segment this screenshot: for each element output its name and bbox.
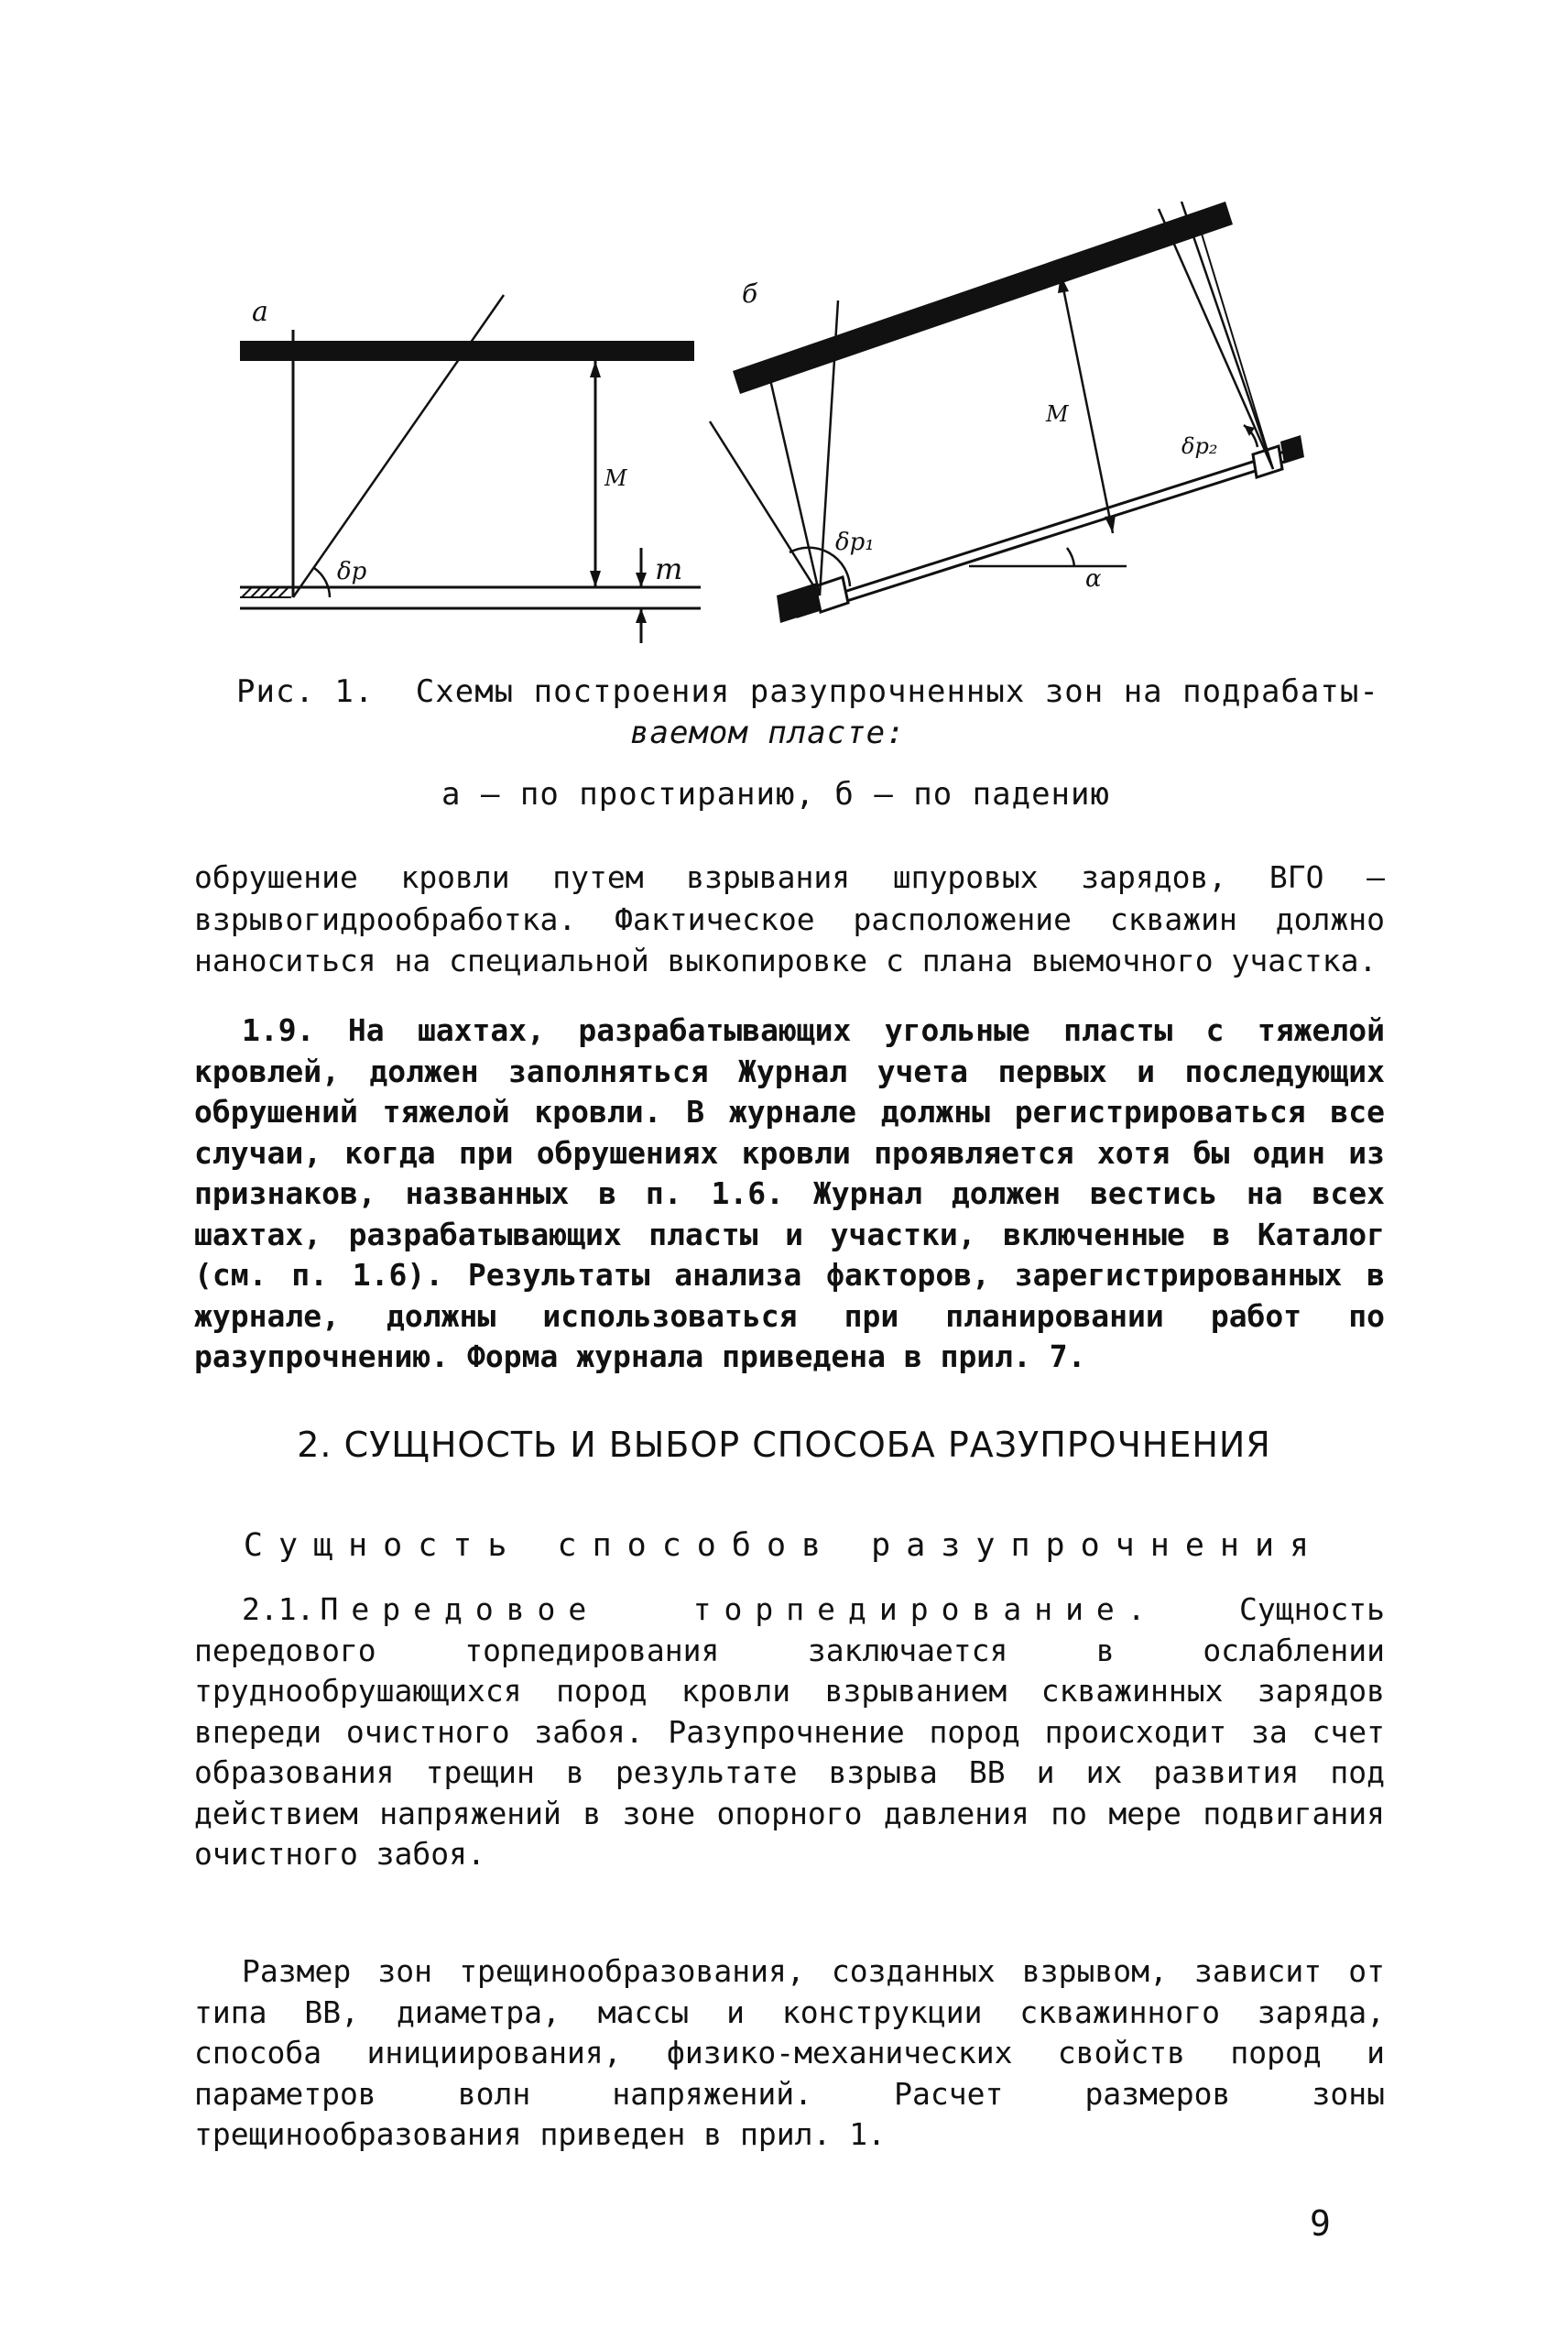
clause-2-1 [194,1590,1385,1875]
label-delta-p-a: δр [337,558,367,585]
clause-1-9: 1.9. На шахтах, разрабатывающих угольные пласты с тяжелой кровлей, должен заполняться Журнал учета первых и последующих обрушений тяжелой кровли. В журнале должны регистрироваться все случаи, когда при обрушениях кровли проявляется хотя бы один из признаков, названных в п. 1.6. Журнал должен вестись на всех шахтах, разрабатывающих пласты и участки, включенные в Каталог (см. п. 1.6). Результаты анализа факторов, зарегистрированных в журнале, должны использоваться при планировании работ по разупрочнению. Форма журнала приведена в прил. 7. [194,1012,1385,1374]
paragraph-continued: обрушение кровли путем взрывания шпуровых зарядов, ВГО – взрывогидрообработка. Фактическое расположение скважин должно наноситься на специальной выкопировке с плана выемочного участка. [194,859,1385,978]
hatching-a [240,588,291,597]
seam-left-dark [777,583,821,623]
clause-2-1-text: Сущность передового торпедирования заключается в ослаблении труднообрушающихся пород кровли взрыванием скважинных зарядов впереди очистного забоя. Разупрочнение пород происходит за счет образования трещин в результате взрыва ВВ и их развития под действием напряжений в зоне опорного давления по мере подвигания очистного забоя. [194,1591,1385,1872]
arrow-M-bottom-b [1105,515,1116,533]
label-a: а [252,296,268,328]
angle-alpha-arc [1067,548,1074,566]
label-M-b: М [1046,401,1069,427]
label-alpha-b: α [1085,565,1102,593]
label-M-a: М [604,465,627,491]
label-delta-p2-b: δр₂ [1181,433,1218,459]
roof-layer-a [240,341,694,361]
arrow-M-bottom-a [590,571,601,587]
label-b: б [742,279,758,309]
collapse-line-a [293,295,504,597]
seam-right-dark [1280,435,1304,464]
clause-2-1-heading: Передовое торпедирование. [320,1591,1159,1627]
diagram-b [710,202,1304,623]
diagram-a [240,295,701,643]
line-left-2-b [769,376,820,595]
clause-2-1-number: 2.1. [242,1591,315,1627]
figure-title-line-2: ваемом пласте: [630,715,906,751]
label-m-a: m [655,552,683,586]
figure-number: Рис. 1. [236,673,375,710]
figure-title-line-1: Схемы построения разупрочненных зон на подрабаты- [415,673,1379,710]
paragraph-last: Размер зон трещинообразования, созданных взрывом, зависит от типа ВВ, диаметра, массы и конструкции скважинного заряда, способа инициирования, физико-механических свойств пород и параметров волн напряжений. Расчет размеров зоны трещинообразования приведен в прил. 1. [194,1953,1385,2152]
figure-sublabels-text: а – по простиранию, б – по падению [441,776,1110,813]
line-right-2-b [1181,202,1273,469]
label-delta-p1-b: δр₁ [835,529,875,556]
line-right-3-b [1198,222,1273,469]
line-right-1-b [1159,209,1273,469]
arrow-M-top-a [590,361,601,377]
figure-sublabels [441,776,1110,813]
roof-layer-b [733,202,1233,394]
subsection-title: Сущность способов разупрочнения [243,1527,1325,1564]
page-number: 9 [1310,2203,1331,2244]
arrow-m-top-a [636,573,647,587]
arrow-m-bottom-a [636,608,647,623]
figure-caption-line-2 [630,715,906,751]
line-left-1-b [710,421,820,595]
section-title: 2. СУЩНОСТЬ И ВЫБОР СПОСОБА РАЗУПРОЧНЕНИЯ [297,1425,1271,1465]
figure-caption-line-1 [236,673,1379,710]
angle-arc-a [314,568,330,597]
figure-1-diagram [220,202,1337,678]
